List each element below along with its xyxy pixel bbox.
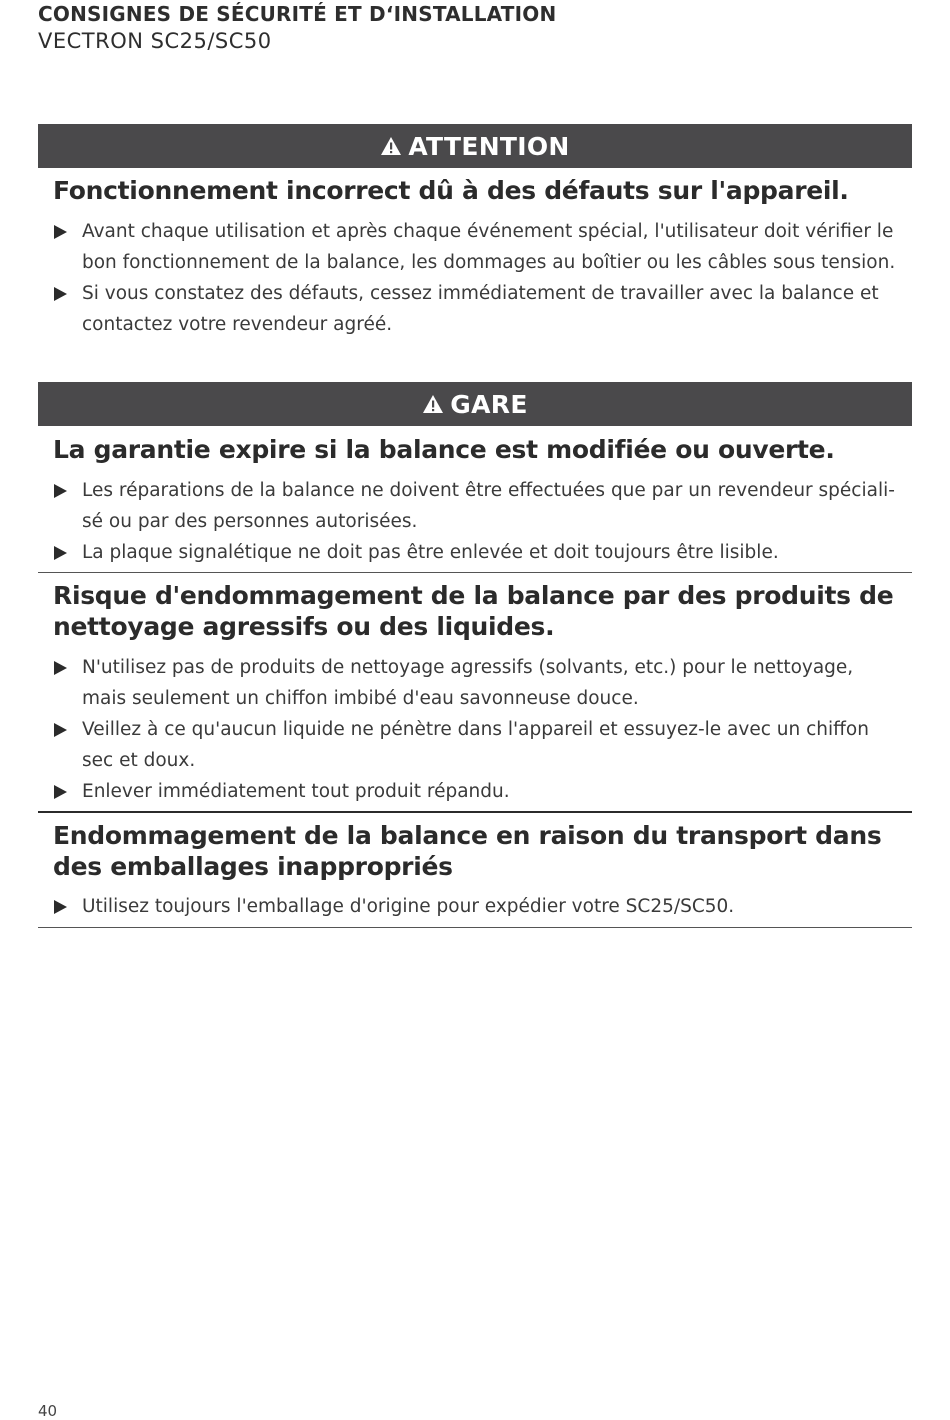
list-item: Veillez à ce qu'aucun liquide ne pénètre dans l'appareil et essuyez-le avec un chiffon sec et doux. <box>53 714 903 776</box>
attention-banner <box>38 124 912 168</box>
bullet-arrow-icon <box>54 546 67 560</box>
list-item: N'utilisez pas de produits de nettoyage agressifs (solvants, etc.) pour le nettoyage, mais seulement un chiffon imbibé d'eau savonneuse douce. <box>53 652 903 714</box>
list-item: Avant chaque utilisation et après chaque événement spécial, l'utilisateur doit vérifier le bon fonctionnement de la balance, les dommages au boîtier ou les câbles sous tension. <box>53 216 903 278</box>
section-divider <box>38 572 912 573</box>
bullet-arrow-icon <box>54 287 67 301</box>
attention-label: ATTENTION <box>408 131 570 161</box>
section-divider <box>38 927 912 928</box>
warning-triangle-icon <box>422 394 444 414</box>
transport-title: Endommagement de la balance en raison du transport dans des emballages inappropriés <box>53 821 882 881</box>
cleaning-bullet-list <box>53 652 903 807</box>
bullet-arrow-icon <box>54 723 67 737</box>
bullet-arrow-icon <box>54 900 67 914</box>
attention-bullet-list <box>53 216 903 340</box>
page-number: 40 <box>38 1402 58 1420</box>
bullet-arrow-icon <box>54 484 67 498</box>
warranty-bullet-list <box>53 475 903 568</box>
bullet-arrow-icon <box>54 661 67 675</box>
page-header <box>38 1 556 55</box>
list-item: Si vous constatez des défauts, cessez immédiatement de travailler avec la balance et contactez votre revendeur agréé. <box>53 278 903 340</box>
list-item: Les réparations de la balance ne doivent être effectuées que par un revendeur spéciali-sé ou par des personnes autorisées. <box>53 475 903 537</box>
cleaning-title: Risque d'endommagement de la balance par des produits de nettoyage agressifs ou des liquides. <box>53 581 894 641</box>
list-item: La plaque signalétique ne doit pas être enlevée et doit toujours être lisible. <box>53 537 903 568</box>
gare-banner <box>38 382 912 426</box>
list-item: Utilisez toujours l'emballage d'origine pour expédier votre SC25/SC50. <box>53 891 903 922</box>
warning-triangle-icon <box>380 136 402 156</box>
header-subtitle: VECTRON SC25/SC50 <box>38 29 272 53</box>
gare-label: GARE <box>450 389 528 419</box>
header-title: CONSIGNES DE SÉCURITÉ ET D‘INSTALLATION <box>38 2 557 26</box>
attention-title: Fonctionnement incorrect dû à des défauts sur l'appareil. <box>53 176 849 205</box>
section-divider <box>38 811 912 813</box>
bullet-arrow-icon <box>54 785 67 799</box>
bullet-arrow-icon <box>54 225 67 239</box>
list-item: Enlever immédiatement tout produit répandu. <box>53 776 903 807</box>
transport-bullet-list <box>53 891 903 922</box>
warranty-title: La garantie expire si la balance est modifiée ou ouverte. <box>53 435 835 464</box>
